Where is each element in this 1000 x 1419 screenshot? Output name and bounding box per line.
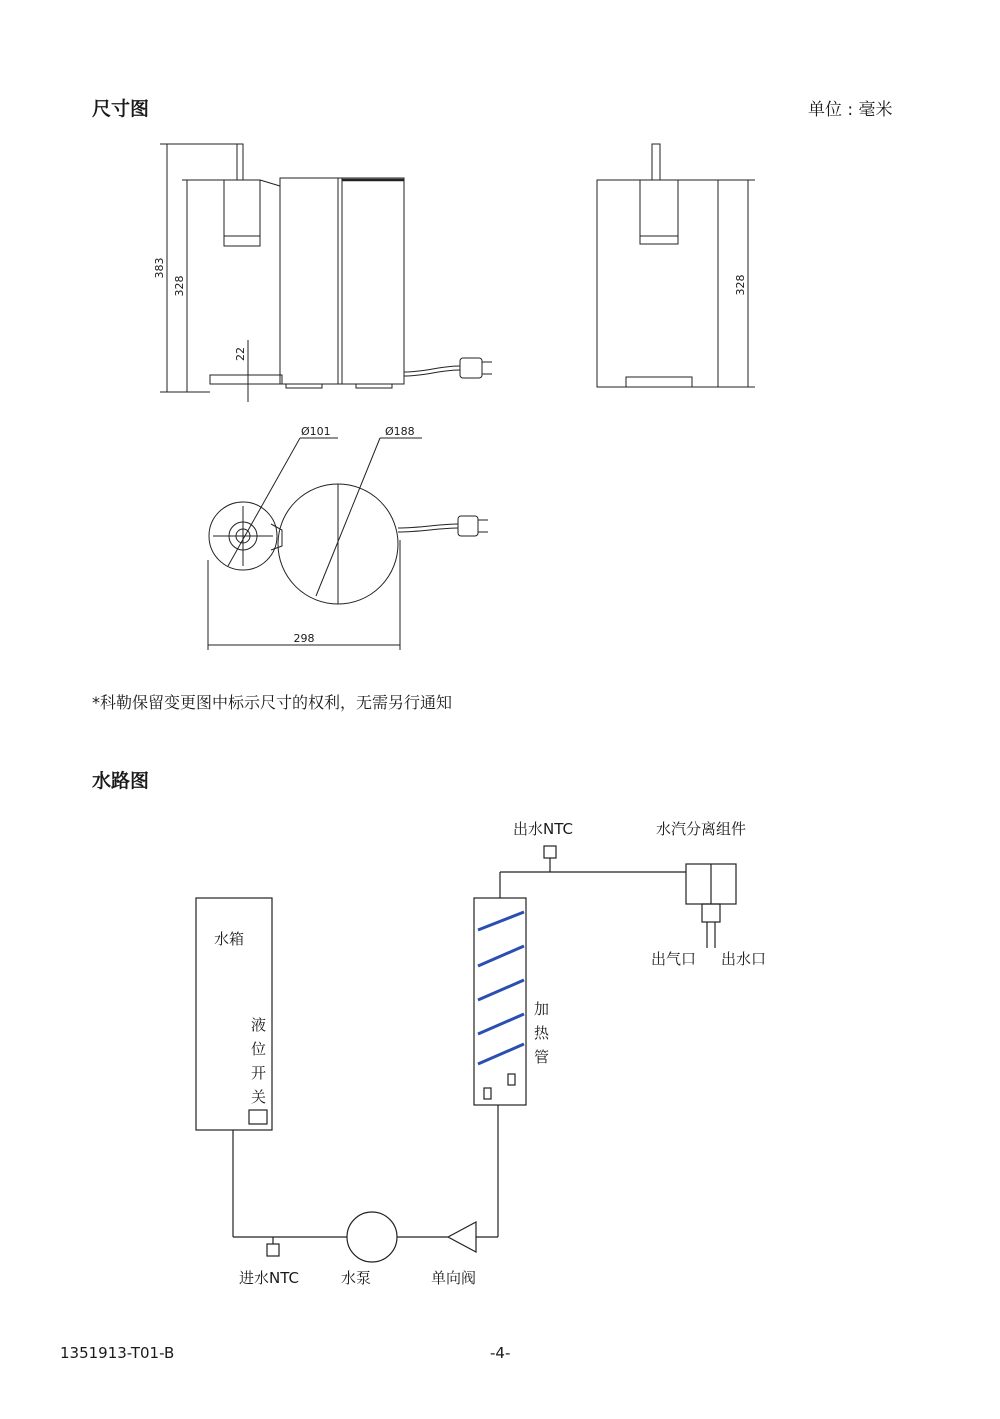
label-outlet-ntc: 出水NTC [513,820,573,838]
label-tank: 水箱 [214,930,245,948]
dim-height-side: 328 [734,274,747,296]
label-level-switch-4: 关 [251,1088,267,1106]
dim-width-total: 298 [293,632,315,645]
label-check-valve: 单向阀 [431,1269,477,1287]
pump-circle [347,1212,397,1262]
label-level-switch-3: 开 [251,1064,267,1082]
page-number: -4- [490,1344,511,1362]
dim-dia-large: Ø188 [385,425,415,438]
label-level-switch-1: 液 [251,1016,267,1034]
label-heater-3: 管 [534,1048,550,1066]
front-faucet-pipe [237,144,243,180]
inlet-ntc-sensor [267,1244,279,1256]
side-faucet-head [640,180,678,244]
label-heater-1: 加 [534,1000,550,1018]
unit-label: 单位 : 毫米 [808,100,893,120]
label-separator: 水汽分离组件 [656,820,747,838]
label-air-out: 出气口 [651,950,697,968]
heater-coil [478,912,524,1064]
label-pump: 水泵 [341,1269,372,1287]
dim-dia-small: Ø101 [301,425,331,438]
label-inlet-ntc: 进水NTC [239,1269,299,1287]
side-body [597,180,718,387]
side-faucet-pipe [652,144,660,180]
disclaimer-note: *科勒保留变更图中标示尺寸的权利，无需另行通知 [92,693,453,712]
outlet-ntc-sensor [544,846,556,858]
check-valve-shape [448,1222,476,1252]
dim-base-height: 22 [234,347,247,361]
level-switch-box [249,1110,267,1124]
dim-height-body: 328 [173,275,186,297]
label-heater-2: 热 [534,1024,550,1042]
water-section-title: 水路图 [92,770,150,792]
dimension-section-title: 尺寸图 [92,98,150,120]
doc-code: 1351913-T01-B [60,1344,175,1362]
dim-height-total: 383 [153,257,166,279]
water-path-diagram [0,800,1000,1300]
label-water-out: 出水口 [721,950,767,968]
label-level-switch-2: 位 [251,1040,267,1058]
